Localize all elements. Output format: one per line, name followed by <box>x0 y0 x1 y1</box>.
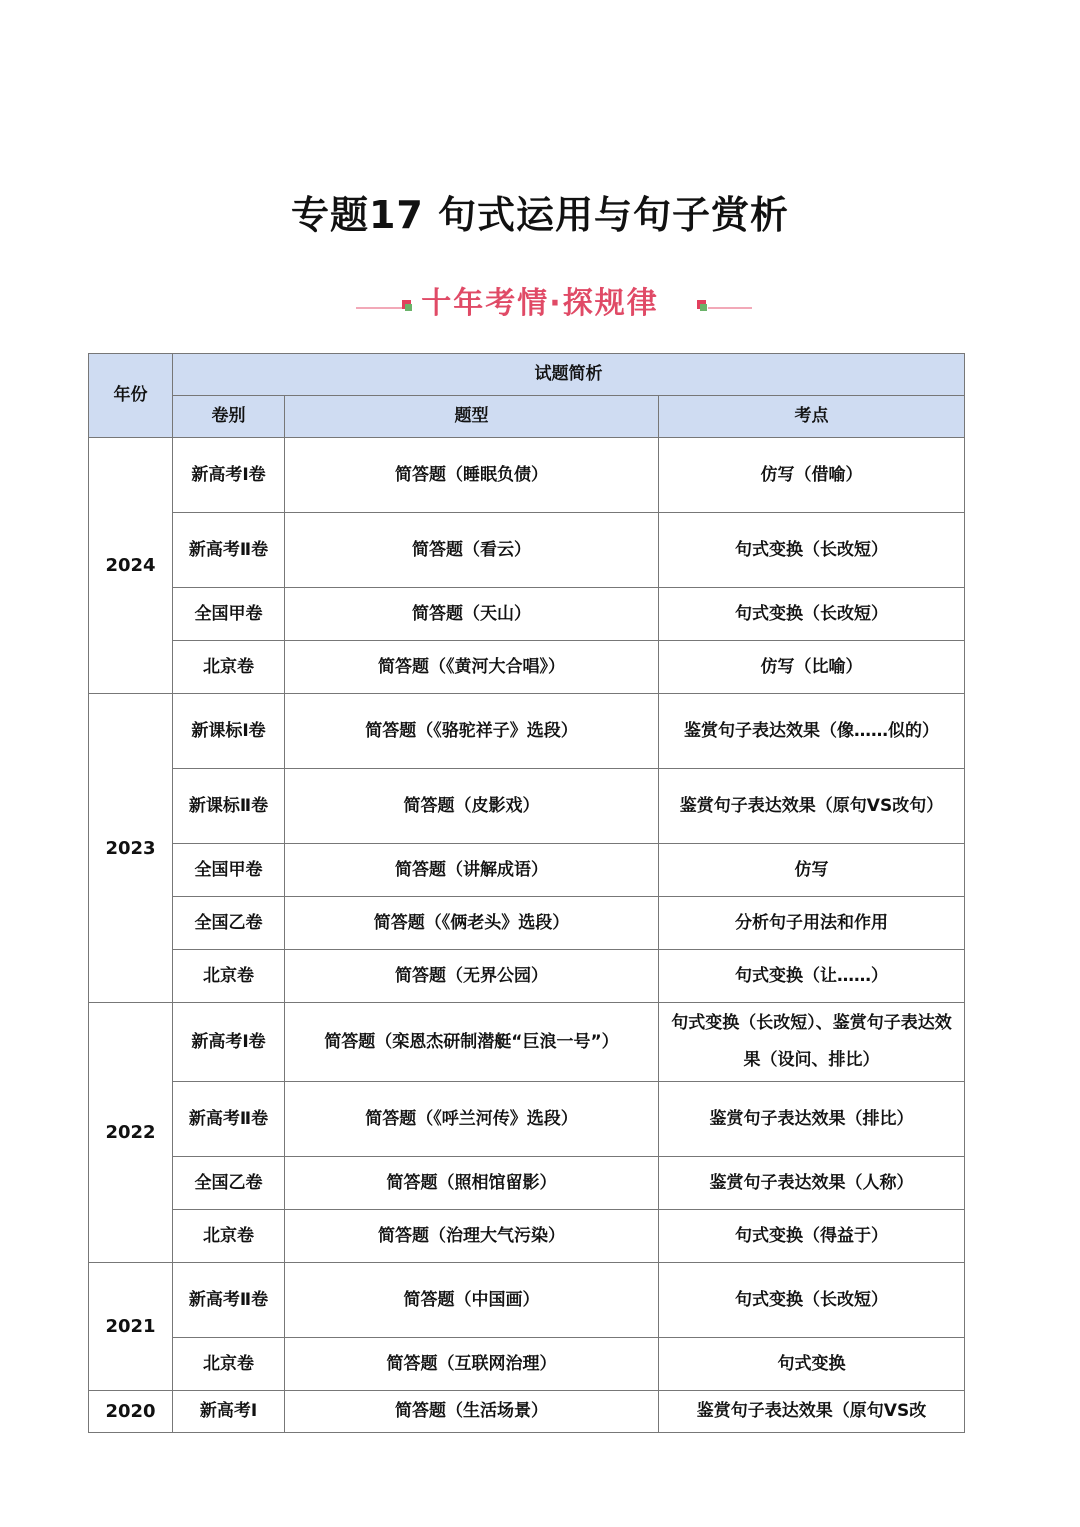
year-cell: 2023 <box>89 694 173 1003</box>
paper-cell: 新高考Ⅱ卷 <box>173 1263 285 1338</box>
qtype-cell: 简答题（生活场景） <box>285 1391 659 1433</box>
point-cell: 句式变换（长改短） <box>659 588 965 641</box>
qtype-cell: 简答题（皮影戏） <box>285 769 659 844</box>
point-cell: 句式变换 <box>659 1338 965 1391</box>
year-cell: 2022 <box>89 1003 173 1263</box>
table-row <box>89 950 965 1003</box>
qtype-cell: 简答题（无界公园） <box>285 950 659 1003</box>
exam-analysis-table <box>88 353 965 1433</box>
qtype-cell: 简答题（治理大气污染） <box>285 1210 659 1263</box>
table-row <box>89 641 965 694</box>
table-row <box>89 1210 965 1263</box>
qtype-cell: 简答题（天山） <box>285 588 659 641</box>
header-point: 考点 <box>659 396 965 438</box>
paper-cell: 北京卷 <box>173 1338 285 1391</box>
paper-cell: 北京卷 <box>173 641 285 694</box>
qtype-cell: 简答题（《黄河大合唱》） <box>285 641 659 694</box>
point-cell: 句式变换（长改短）、鉴赏句子表达效果（设问、排比） <box>659 1003 965 1082</box>
paper-cell: 新高考Ⅰ卷 <box>173 1003 285 1082</box>
qtype-cell: 简答题（《俩老头》选段） <box>285 897 659 950</box>
paper-cell: 新高考Ⅰ卷 <box>173 438 285 513</box>
point-cell: 鉴赏句子表达效果（像……似的） <box>659 694 965 769</box>
point-cell: 句式变换（让……） <box>659 950 965 1003</box>
qtype-cell: 简答题（栾恩杰研制潜艇“巨浪一号”） <box>285 1003 659 1082</box>
paper-cell: 北京卷 <box>173 950 285 1003</box>
qtype-cell: 简答题（照相馆留影） <box>285 1157 659 1210</box>
header-qtype: 题型 <box>285 396 659 438</box>
table-row <box>89 897 965 950</box>
qtype-cell: 简答题（《骆驼祥子》选段） <box>285 694 659 769</box>
point-cell: 鉴赏句子表达效果（原句VS改 <box>659 1391 965 1433</box>
point-cell: 鉴赏句子表达效果（人称） <box>659 1157 965 1210</box>
table-row <box>89 588 965 641</box>
header-paper: 卷别 <box>173 396 285 438</box>
paper-cell: 新课标Ⅰ卷 <box>173 694 285 769</box>
table-row <box>89 1003 965 1082</box>
qtype-cell: 简答题（看云） <box>285 513 659 588</box>
paper-cell: 新高考Ⅱ卷 <box>173 1082 285 1157</box>
section-subtitle-banner <box>0 278 1080 322</box>
page-title: 专题17 句式运用与句子赏析 <box>290 193 790 237</box>
point-cell: 仿写（比喻） <box>659 641 965 694</box>
paper-cell: 新课标Ⅱ卷 <box>173 769 285 844</box>
paper-cell: 全国乙卷 <box>173 1157 285 1210</box>
paper-cell: 新高考Ⅱ卷 <box>173 513 285 588</box>
decor-line-right <box>708 307 752 309</box>
paper-cell: 北京卷 <box>173 1210 285 1263</box>
paper-cell: 新高考Ⅰ <box>173 1391 285 1433</box>
table-row <box>89 1263 965 1338</box>
decor-square-right <box>697 300 706 309</box>
table-row <box>89 1157 965 1210</box>
table-row <box>89 1338 965 1391</box>
point-cell: 句式变换（长改短） <box>659 1263 965 1338</box>
year-cell: 2021 <box>89 1263 173 1391</box>
header-group: 试题简析 <box>173 354 965 396</box>
paper-cell: 全国甲卷 <box>173 844 285 897</box>
header-year: 年份 <box>89 354 173 438</box>
table-row <box>89 1082 965 1157</box>
year-cell: 2020 <box>89 1391 173 1433</box>
paper-cell: 全国甲卷 <box>173 588 285 641</box>
year-cell: 2024 <box>89 438 173 694</box>
paper-cell: 全国乙卷 <box>173 897 285 950</box>
point-cell: 分析句子用法和作用 <box>659 897 965 950</box>
table-row <box>89 844 965 897</box>
table-row <box>89 694 965 769</box>
point-cell: 仿写（借喻） <box>659 438 965 513</box>
point-cell: 仿写 <box>659 844 965 897</box>
table-row <box>89 1391 965 1433</box>
qtype-cell: 简答题（讲解成语） <box>285 844 659 897</box>
table-row <box>89 769 965 844</box>
section-subtitle: 十年考情·探规律 <box>421 286 659 321</box>
qtype-cell: 简答题（互联网治理） <box>285 1338 659 1391</box>
table-row <box>89 513 965 588</box>
point-cell: 句式变换（长改短） <box>659 513 965 588</box>
table-row <box>89 438 965 513</box>
qtype-cell: 简答题（《呼兰河传》选段） <box>285 1082 659 1157</box>
point-cell: 句式变换（得益于） <box>659 1210 965 1263</box>
point-cell: 鉴赏句子表达效果（原句VS改句） <box>659 769 965 844</box>
point-cell: 鉴赏句子表达效果（排比） <box>659 1082 965 1157</box>
qtype-cell: 简答题（中国画） <box>285 1263 659 1338</box>
qtype-cell: 简答题（睡眠负债） <box>285 438 659 513</box>
